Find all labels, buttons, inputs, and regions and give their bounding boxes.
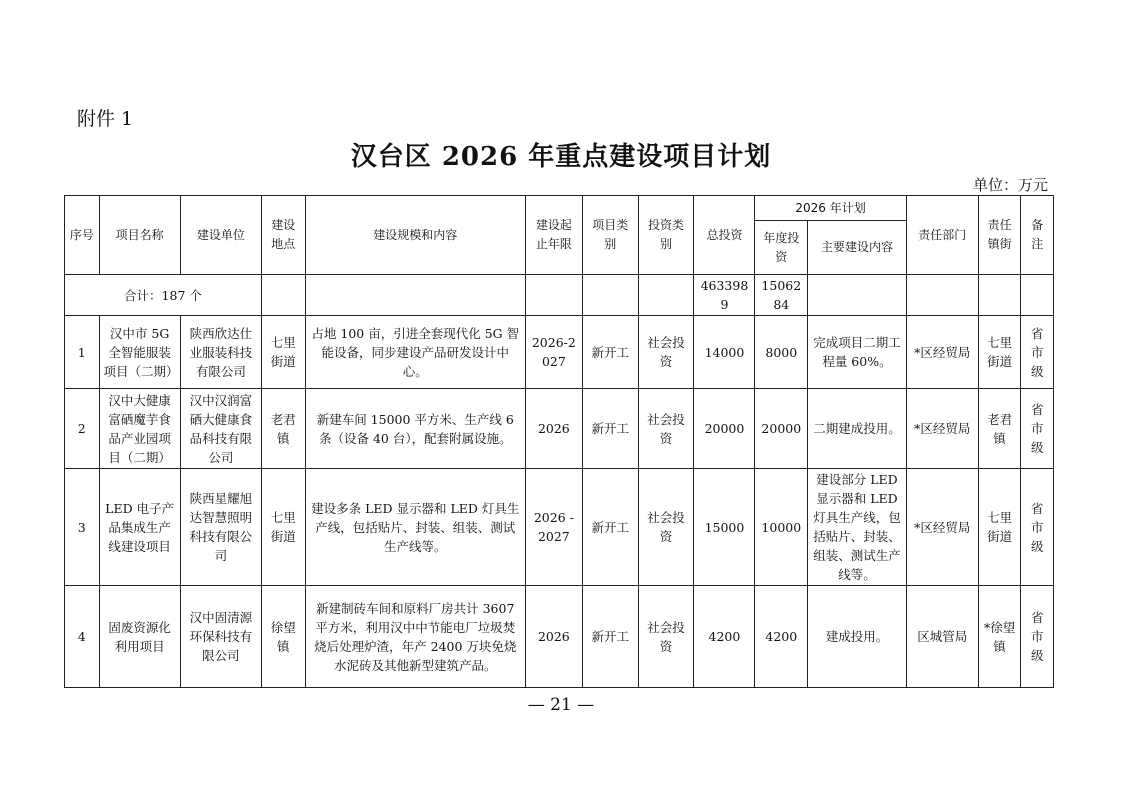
header-annual-investment: 年度投资 [755, 221, 808, 275]
cell-total-investment: 15000 [694, 469, 755, 586]
cell-scope: 占地 100 亩，引进全套现代化 5G 智能设备，同步建设产品研发设计中心。 [305, 316, 525, 389]
cell-scope: 新建车间 15000 平方米、生产线 6 条（设备 40 台），配套附属设施。 [305, 389, 525, 469]
cell-town: *徐望镇 [978, 586, 1021, 688]
cell-remarks: 省市级 [1021, 586, 1054, 688]
cell-department: 区城管局 [906, 586, 978, 688]
cell-main-content: 完成项目二期工程量 60%。 [808, 316, 907, 389]
header-main-content: 主要建设内容 [808, 221, 907, 275]
unit-label: 单位：万元 [972, 176, 1048, 194]
header-project-type: 项目类别 [582, 196, 638, 275]
cell-main-content: 建设部分 LED 显示器和 LED 灯具生产线，包括贴片、封装、组装、测试生产线等。 [808, 469, 907, 586]
header-total-investment: 总投资 [694, 196, 755, 275]
cell-project-type: 新开工 [582, 389, 638, 469]
page-number: — 21 — [527, 695, 595, 715]
header-investment-type: 投资类别 [638, 196, 694, 275]
total-investment-sum: 4633989 [694, 275, 755, 316]
cell-main-content: 建成投用。 [808, 586, 907, 688]
cell-index: 3 [65, 469, 100, 586]
cell-scope: 建设多条 LED 显示器和 LED 灯具生产线，包括贴片、封装、组装、测试生产线等。 [305, 469, 525, 586]
cell-period: 2026-2027 [525, 316, 582, 389]
cell-project-type: 新开工 [582, 316, 638, 389]
cell-period: 2026 [525, 389, 582, 469]
cell-investment-type: 社会投资 [638, 316, 694, 389]
cell-period: 2026 [525, 586, 582, 688]
header-builder: 建设单位 [180, 196, 261, 275]
cell-annual-investment: 20000 [755, 389, 808, 469]
cell-location: 七里街道 [261, 316, 305, 389]
cell-remarks: 省市级 [1021, 316, 1054, 389]
project-plan-table [64, 195, 1054, 688]
cell-remarks: 省市级 [1021, 389, 1054, 469]
cell-investment-type: 社会投资 [638, 389, 694, 469]
header-period: 建设起止年限 [525, 196, 582, 275]
cell-project-name: 汉中市 5G 全智能服装项目（二期） [99, 316, 180, 389]
table-row [65, 316, 1054, 389]
cell-remarks: 省市级 [1021, 469, 1054, 586]
cell-scope: 新建制砖车间和原料厂房共计 3607 平方米，利用汉中中节能电厂垃圾焚烧后处理炉渣，年产 2400 万块免烧水泥砖及其他新型建筑产品。 [305, 586, 525, 688]
cell-builder: 汉中固清源环保科技有限公司 [180, 586, 261, 688]
document-title: 汉台区 2026 年重点建设项目计划 [350, 142, 772, 172]
header-row [65, 196, 1054, 221]
attachment-label: 附件 1 [77, 108, 134, 130]
cell-town: 七里街道 [978, 469, 1021, 586]
cell-location: 七里街道 [261, 469, 305, 586]
cell-index: 1 [65, 316, 100, 389]
header-plan-2026: 2026 年计划 [755, 196, 906, 221]
table-row [65, 469, 1054, 586]
table-row [65, 586, 1054, 688]
cell-project-name: 固废资源化利用项目 [99, 586, 180, 688]
header-location: 建设地点 [261, 196, 305, 275]
cell-builder: 陕西欣达仕业服装科技有限公司 [180, 316, 261, 389]
cell-builder: 陕西星耀旭达智慧照明科技有限公司 [180, 469, 261, 586]
cell-investment-type: 社会投资 [638, 586, 694, 688]
header-scope: 建设规模和内容 [305, 196, 525, 275]
cell-main-content: 二期建成投用。 [808, 389, 907, 469]
cell-total-investment: 14000 [694, 316, 755, 389]
header-index: 序号 [65, 196, 100, 275]
cell-location: 老君镇 [261, 389, 305, 469]
table-row [65, 389, 1054, 469]
cell-total-investment: 20000 [694, 389, 755, 469]
cell-builder: 汉中汉润富硒大健康食品科技有限公司 [180, 389, 261, 469]
cell-project-name: 汉中大健康富硒魔芋食品产业园项目（二期） [99, 389, 180, 469]
annual-investment-sum: 1506284 [755, 275, 808, 316]
cell-project-type: 新开工 [582, 469, 638, 586]
cell-investment-type: 社会投资 [638, 469, 694, 586]
cell-project-name: LED 电子产品集成生产线建设项目 [99, 469, 180, 586]
header-project-name: 项目名称 [99, 196, 180, 275]
cell-department: *区经贸局 [906, 389, 978, 469]
cell-department: *区经贸局 [906, 316, 978, 389]
header-town: 责任镇街 [978, 196, 1021, 275]
header-remarks: 备注 [1021, 196, 1054, 275]
cell-index: 2 [65, 389, 100, 469]
cell-period: 2026 - 2027 [525, 469, 582, 586]
total-row [65, 275, 1054, 316]
cell-department: *区经贸局 [906, 469, 978, 586]
cell-annual-investment: 10000 [755, 469, 808, 586]
header-department: 责任部门 [906, 196, 978, 275]
cell-annual-investment: 8000 [755, 316, 808, 389]
cell-annual-investment: 4200 [755, 586, 808, 688]
cell-town: 七里街道 [978, 316, 1021, 389]
cell-index: 4 [65, 586, 100, 688]
cell-town: 老君镇 [978, 389, 1021, 469]
cell-project-type: 新开工 [582, 586, 638, 688]
total-label: 合计：187 个 [65, 275, 262, 316]
cell-total-investment: 4200 [694, 586, 755, 688]
cell-location: 徐望镇 [261, 586, 305, 688]
